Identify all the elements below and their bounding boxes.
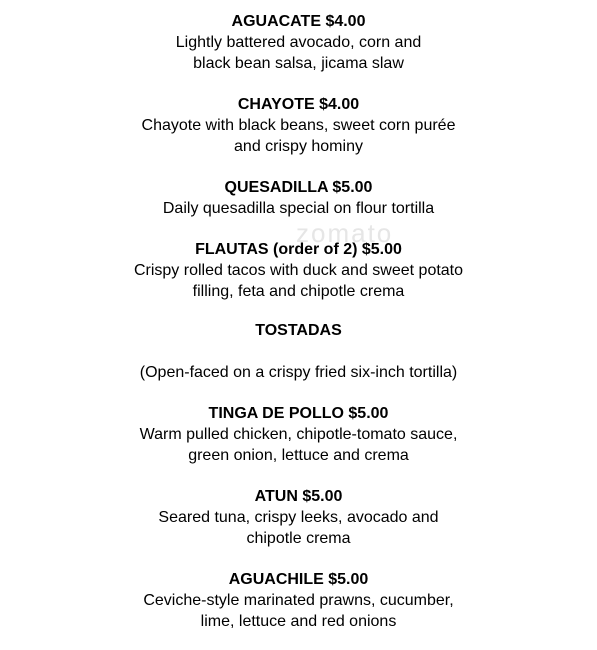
description-line: and crispy hominy: [234, 138, 363, 155]
description-line: Crispy rolled tacos with duck and sweet potato: [133, 262, 464, 279]
menu-item-chayote: [0, 94, 597, 157]
item-description: [0, 590, 597, 632]
description-line: black bean salsa, jicama slaw: [193, 55, 404, 72]
description-line: green onion, lettuce and crema: [188, 447, 409, 464]
item-name: TINGA DE POLLO $5.00: [208, 405, 389, 422]
item-name: QUESADILLA $5.00: [224, 179, 373, 196]
item-description: [0, 424, 597, 466]
description-line: Ceviche-style marinated prawns, cucumber,: [143, 592, 454, 609]
description-line: Lightly battered avocado, corn and: [175, 34, 422, 51]
item-description: [0, 260, 597, 302]
menu-item-atun: [0, 486, 597, 549]
description-line: Chayote with black beans, sweet corn purée: [141, 117, 456, 134]
item-name: AGUACATE $4.00: [231, 13, 366, 30]
item-description: [0, 32, 597, 74]
watermark-logo: zomato: [296, 218, 394, 248]
section-heading-tostadas: TOSTADAS: [255, 322, 342, 339]
item-description: [0, 198, 597, 219]
item-name: AGUACHILE $5.00: [228, 571, 369, 588]
menu-item-quesadilla: [0, 177, 597, 219]
description-line: chipotle crema: [246, 530, 351, 547]
menu-item-aguacate: [0, 11, 597, 74]
description-line: lime, lettuce and red onions: [200, 613, 397, 630]
menu-item-tinga-de-pollo: [0, 403, 597, 466]
item-description: [0, 115, 597, 157]
description-line: Daily quesadilla special on flour tortilla: [162, 200, 435, 217]
description-line: Seared tuna, crispy leeks, avocado and: [158, 509, 439, 526]
item-name: ATUN $5.00: [254, 488, 343, 505]
item-name: CHAYOTE $4.00: [237, 96, 360, 113]
description-line: filling, feta and chipotle crema: [192, 283, 405, 300]
item-description: [0, 507, 597, 549]
menu-item-aguachile: [0, 569, 597, 632]
item-name: FLAUTAS (order of 2) $5.00: [195, 241, 402, 258]
description-line: Warm pulled chicken, chipotle-tomato sauce,: [139, 426, 458, 443]
section-note: (Open-faced on a crispy fried six-inch tortilla): [139, 364, 458, 381]
